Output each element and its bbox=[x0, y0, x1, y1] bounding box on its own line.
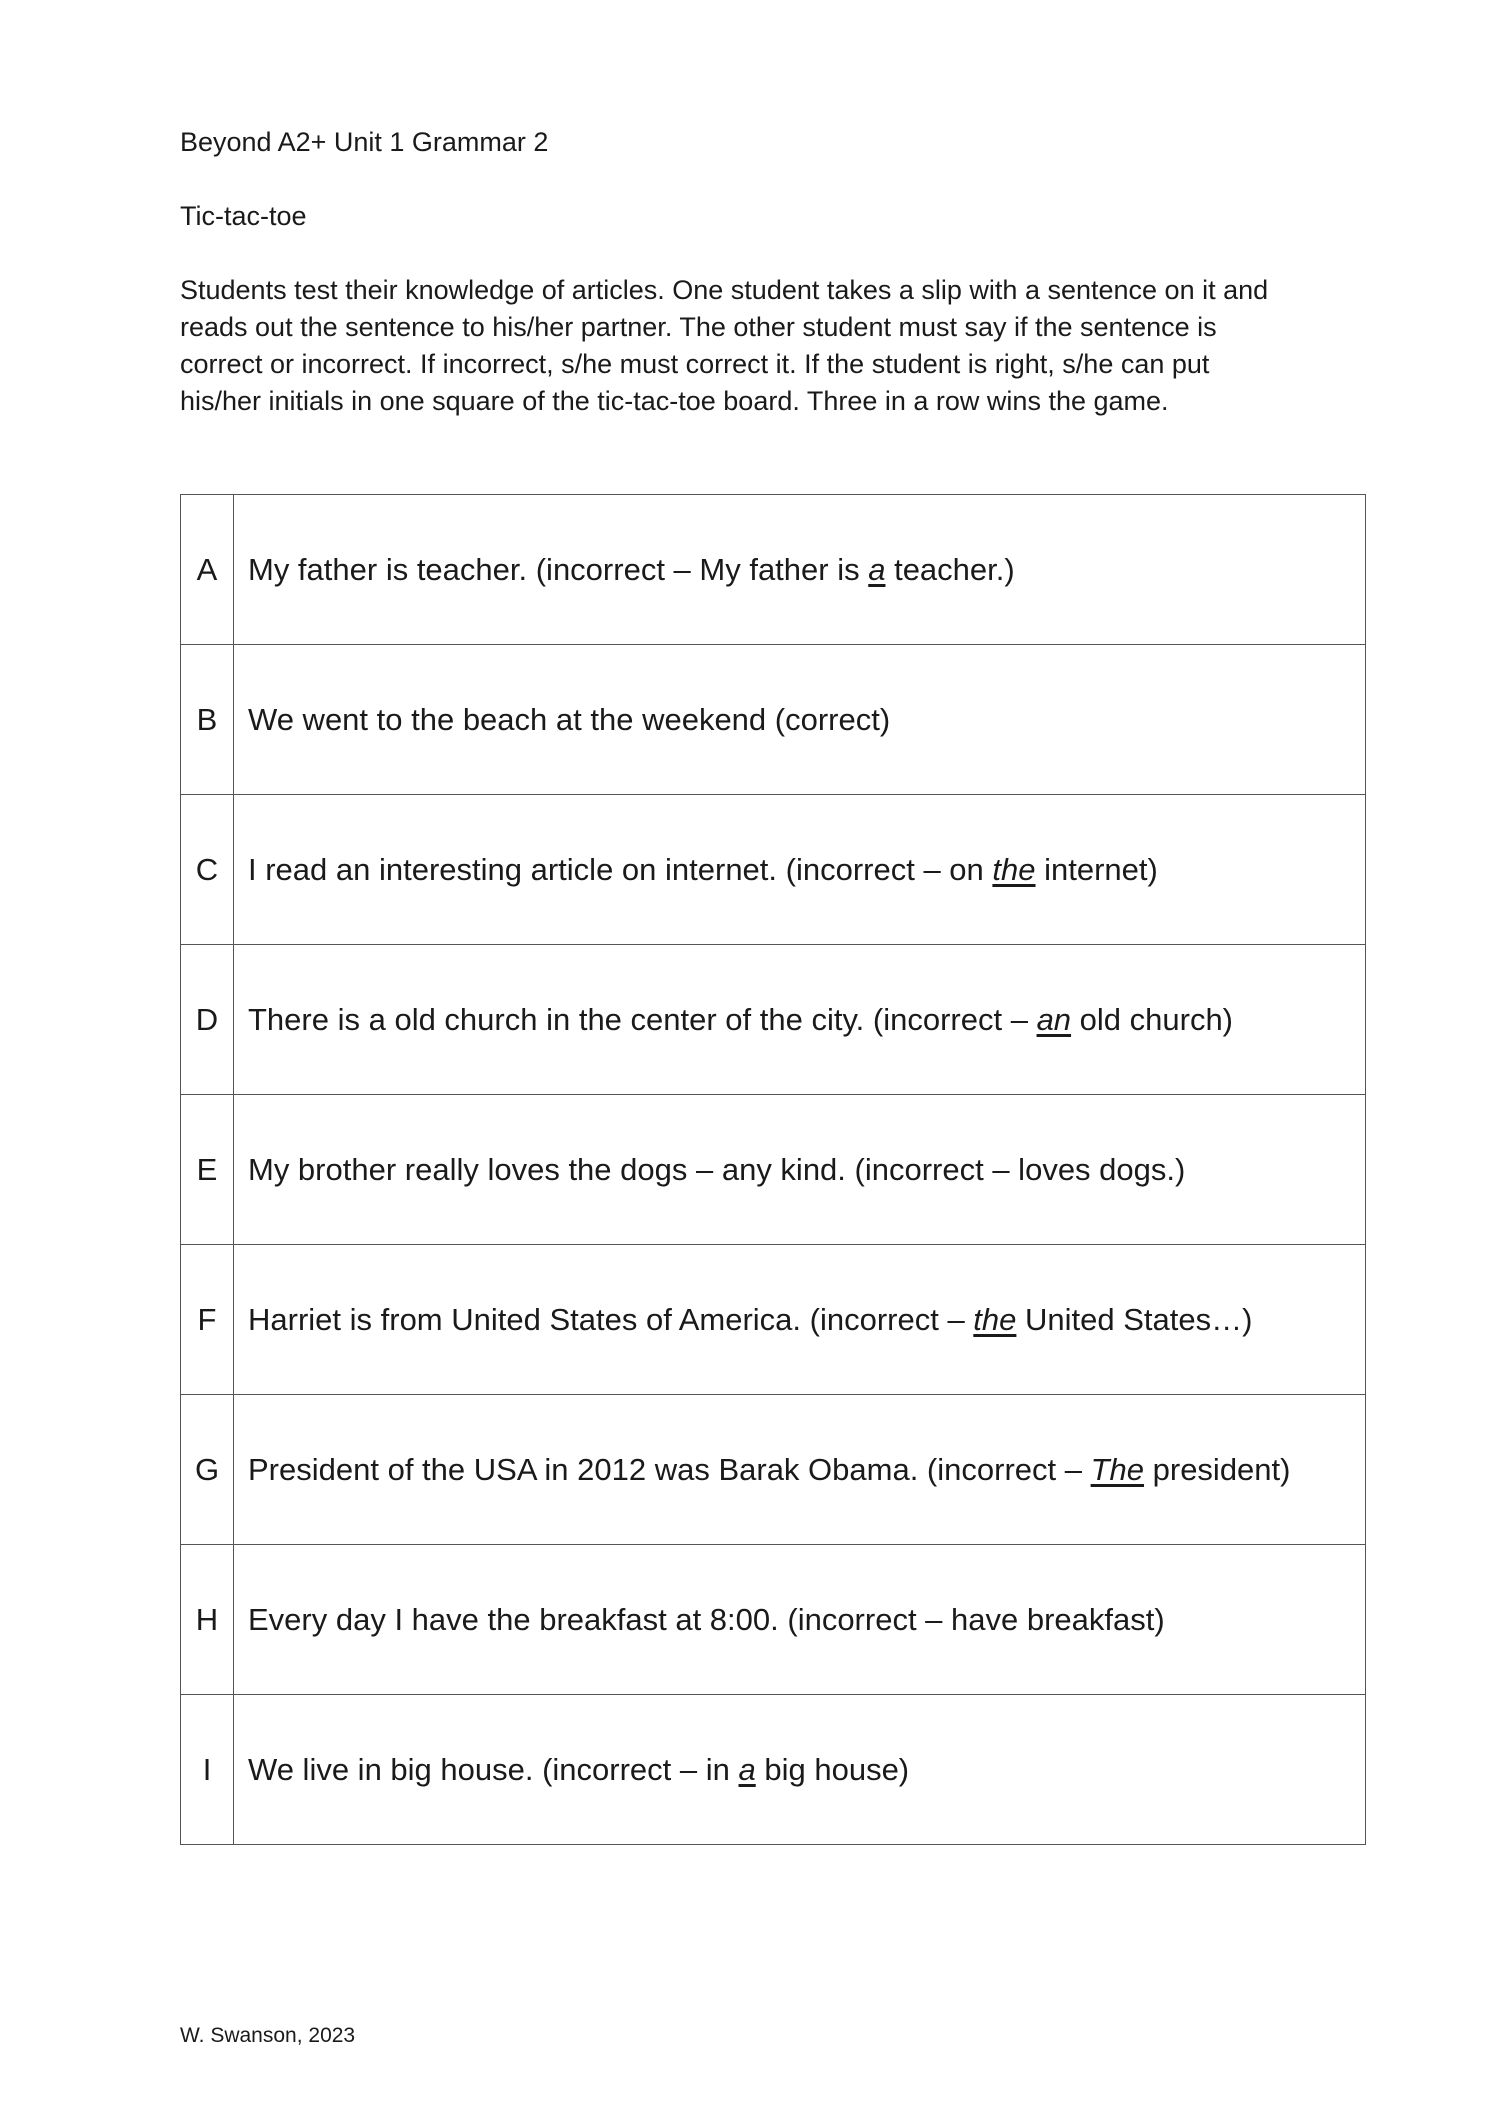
slip-sentence bbox=[234, 1395, 1366, 1545]
slip-letter: A bbox=[181, 495, 234, 645]
slip-sentence bbox=[234, 1245, 1366, 1395]
sentence-text: big house) bbox=[755, 1751, 910, 1787]
table-row bbox=[181, 645, 1366, 795]
sentence-text: president) bbox=[1144, 1451, 1291, 1487]
instructions-line: correct or incorrect. If incorrect, s/he must correct it. If the student is right, s/he can put bbox=[180, 349, 1210, 379]
table-row bbox=[181, 1245, 1366, 1395]
correct-article: the bbox=[992, 851, 1036, 887]
sentence-text: teacher.) bbox=[885, 551, 1015, 587]
table-row bbox=[181, 1545, 1366, 1695]
activity-title: Tic-tac-toe bbox=[180, 201, 307, 231]
sentence-text: We went to the beach at the weekend (correct) bbox=[248, 701, 891, 737]
sentence-text: My brother really loves the dogs – any kind. (incorrect – loves dogs.) bbox=[248, 1151, 1186, 1187]
slip-sentence bbox=[234, 1095, 1366, 1245]
sentence-text: There is a old church in the center of the city. (incorrect – bbox=[248, 1001, 1037, 1037]
slip-sentence bbox=[234, 1545, 1366, 1695]
page-title: Beyond A2+ Unit 1 Grammar 2 bbox=[180, 127, 549, 157]
sentence-text: My father is teacher. (incorrect – My father is bbox=[248, 551, 869, 587]
slip-letter: C bbox=[181, 795, 234, 945]
slip-sentence bbox=[234, 495, 1366, 645]
table-row bbox=[181, 795, 1366, 945]
author-credit: W. Swanson, 2023 bbox=[180, 2024, 356, 2047]
sentence-text: Harriet is from United States of America. (incorrect – bbox=[248, 1301, 974, 1337]
slip-letter: I bbox=[181, 1695, 234, 1845]
table-row bbox=[181, 1395, 1366, 1545]
slip-sentence bbox=[234, 795, 1366, 945]
correct-article: a bbox=[868, 551, 886, 587]
instructions-line: Students test their knowledge of articles. One student takes a slip with a sentence on it and bbox=[180, 275, 1269, 305]
slip-letter: F bbox=[181, 1245, 234, 1395]
slip-letter: D bbox=[181, 945, 234, 1095]
table-row bbox=[181, 1695, 1366, 1845]
correct-article: an bbox=[1036, 1001, 1072, 1037]
slip-sentence bbox=[234, 945, 1366, 1095]
sentence-text: I read an interesting article on internet. (incorrect – on bbox=[248, 851, 993, 887]
slip-letter: E bbox=[181, 1095, 234, 1245]
correct-article: The bbox=[1090, 1451, 1145, 1487]
table-row bbox=[181, 1095, 1366, 1245]
table-row bbox=[181, 945, 1366, 1095]
correct-article: a bbox=[738, 1751, 756, 1787]
slip-sentence bbox=[234, 1695, 1366, 1845]
sentence-text: We live in big house. (incorrect – in bbox=[248, 1751, 739, 1787]
slip-sentence bbox=[234, 645, 1366, 795]
sentence-text: old church) bbox=[1071, 1001, 1234, 1037]
instructions-line: his/her initials in one square of the tic-tac-toe board. Three in a row wins the game. bbox=[180, 386, 1169, 416]
sentence-text: United States…) bbox=[1016, 1301, 1253, 1337]
sentence-text: President of the USA in 2012 was Barak Obama. (incorrect – bbox=[248, 1451, 1091, 1487]
instructions-line: reads out the sentence to his/her partner. The other student must say if the sentence is bbox=[180, 312, 1217, 342]
slip-letter: B bbox=[181, 645, 234, 795]
slip-letter: H bbox=[181, 1545, 234, 1695]
instructions-paragraph bbox=[180, 272, 1340, 420]
table-row bbox=[181, 495, 1366, 645]
sentence-slips-table bbox=[180, 494, 1366, 1845]
sentence-text: internet) bbox=[1035, 851, 1158, 887]
correct-article: the bbox=[973, 1301, 1017, 1337]
slip-letter: G bbox=[181, 1395, 234, 1545]
sentence-text: Every day I have the breakfast at 8:00. (incorrect – have breakfast) bbox=[248, 1601, 1165, 1637]
